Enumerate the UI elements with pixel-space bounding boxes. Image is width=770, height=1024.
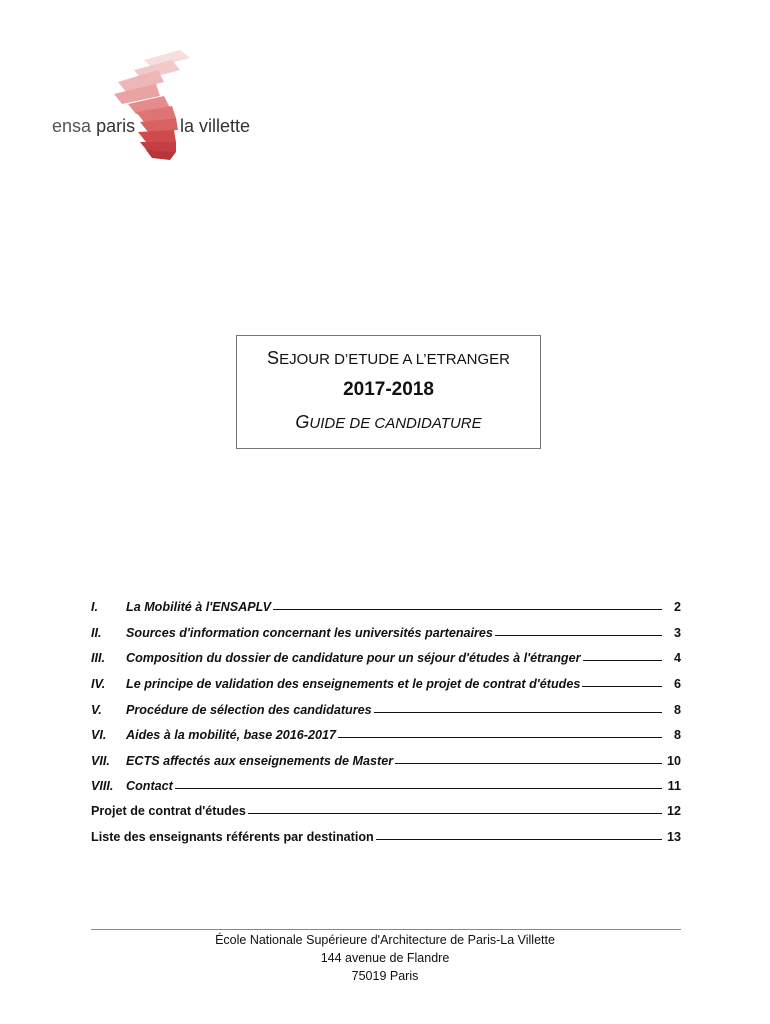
toc-page: 8 — [673, 728, 681, 742]
toc-label: Contact — [126, 779, 173, 793]
toc-number: II. — [91, 626, 102, 640]
toc-leader — [395, 754, 662, 764]
toc-leader — [175, 779, 662, 789]
school-logo — [52, 48, 262, 163]
toc-number: VII. — [91, 754, 110, 768]
toc-label: Procédure de sélection des candidatures — [126, 703, 372, 717]
toc-label: La Mobilité à l'ENSAPLV — [126, 600, 272, 614]
toc-entry[interactable] — [91, 754, 681, 774]
toc-number: IV. — [91, 677, 106, 691]
footer-school-name: École Nationale Supérieure d'Architecture de Paris-La Villette — [215, 933, 555, 947]
toc-entry[interactable] — [91, 626, 681, 646]
toc-entry[interactable] — [91, 804, 681, 824]
logo-left-text: ensa paris — [52, 116, 136, 136]
footer-divider — [91, 929, 681, 930]
toc-entry[interactable] — [91, 728, 681, 748]
toc-number: I. — [91, 600, 98, 614]
toc-page: 12 — [666, 804, 681, 818]
toc-page: 2 — [673, 600, 681, 614]
toc-page: 13 — [666, 830, 681, 844]
toc-entry[interactable] — [91, 703, 681, 723]
toc-label: Aides à la mobilité, base 2016-2017 — [126, 728, 337, 742]
footer-street: 144 avenue de Flandre — [320, 951, 450, 965]
toc-entry[interactable] — [91, 830, 681, 850]
toc-leader — [273, 600, 662, 610]
footer — [0, 931, 770, 985]
toc-label: Sources d'information concernant les universités partenaires — [126, 626, 493, 640]
toc-number: III. — [91, 651, 105, 665]
toc-entry[interactable] — [91, 651, 681, 671]
toc-page: 4 — [673, 651, 681, 665]
toc-leader — [248, 804, 662, 814]
toc-page: 6 — [673, 677, 681, 691]
toc-entry[interactable] — [91, 677, 681, 697]
toc-number: VIII. — [91, 779, 114, 793]
toc-leader — [583, 651, 662, 661]
toc-page: 8 — [673, 703, 681, 717]
toc-entry[interactable] — [91, 779, 681, 799]
logo-right-text: la villette — [180, 116, 251, 136]
staircase-logo-icon — [52, 48, 262, 163]
toc-number: V. — [91, 703, 102, 717]
title-box — [236, 335, 541, 449]
toc-leader — [374, 703, 662, 713]
toc-page: 11 — [667, 779, 681, 793]
footer-city: 75019 Paris — [351, 969, 419, 983]
document-subtitle: GUIDE DE CANDIDATURE — [295, 412, 482, 432]
toc-leader — [582, 677, 662, 687]
toc-label: Composition du dossier de candidature pour un séjour d'études à l'étranger — [126, 651, 581, 665]
toc-leader — [376, 830, 662, 840]
toc-label: Projet de contrat d'études — [91, 804, 246, 818]
toc-leader — [495, 626, 662, 636]
document-year: 2017-2018 — [343, 379, 434, 400]
toc-page: 3 — [673, 626, 681, 640]
document-title: SEJOUR D’ETUDE A L’ETRANGER — [267, 348, 510, 368]
toc-page: 10 — [666, 754, 681, 768]
toc-label: Le principe de validation des enseignements et le projet de contrat d'études — [126, 677, 581, 691]
toc-entry[interactable] — [91, 600, 681, 620]
toc-label: ECTS affectés aux enseignements de Master — [126, 754, 394, 768]
toc-label: Liste des enseignants référents par destination — [91, 830, 374, 844]
toc-number: VI. — [91, 728, 107, 742]
toc-leader — [338, 728, 662, 738]
